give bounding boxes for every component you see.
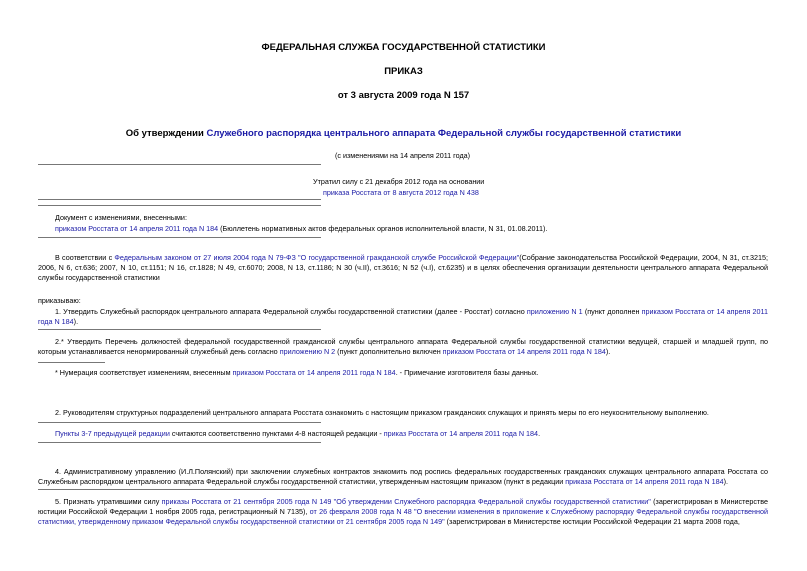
item-5-registration-2: (зарегистрирован в Министерстве юстиции Российской Федерации 21 марта 2008 года, — [444, 517, 740, 526]
item-1 — [38, 307, 768, 327]
preamble-text: (Собрание законодательства Российской Федерации, 2004, N 31, ст.3215; 2006, N 6, ст.636; 2007, N 10, ст.1151; N 16, ст.1828; N 49, ст.6070; 2008, N 13, ст.1186; N 30 (ч.II), ст.3616; N 52 (ч.I), ст.6235) и в целях обеспечения организации деятельности центрального аппарата Федеральной службы государственной статистики — [38, 253, 768, 282]
footnote-text: * Нумерация соответствует изменениям, внесенным — [55, 368, 233, 377]
item-4-end: ). — [723, 477, 728, 486]
item-4-text: 4. Административному управлению (И.Л.Полянский) при заключении служебных контрактов знакомить под роспись федеральных государственных гражданских служащих центрального аппарата Росстата со Служебным распорядком центрального аппарата Федеральной службы государственной статистики, утвержденным настоящим приказом (пункт в редакции — [38, 467, 768, 486]
order-word: приказываю: — [38, 296, 81, 305]
preamble-intro: В соответствии с — [55, 253, 115, 262]
prev-edition-link[interactable]: Пункты 3-7 предыдущей редакции — [55, 429, 170, 438]
divider — [38, 164, 321, 165]
item-5-registration: (зарегистрирован в Министерстве юстиции Российской Федерации 1 ноября 2005 года, регистрационный N 7135), — [38, 497, 768, 516]
changes-source — [55, 224, 547, 234]
repeal-order-link[interactable]: приказа Росстата от 8 августа 2012 года N 438 — [323, 188, 479, 197]
item-4-order-link[interactable]: приказа Росстата от 14 апреля 2011 года N 184 — [565, 477, 724, 486]
item-1-order-link[interactable]: приказом Росстата от 14 апреля 2011 года N 184 — [38, 307, 768, 326]
item-1-note: (пункт дополнен — [582, 307, 642, 316]
item-2-star-text: 2.* Утвердить Перечень должностей федеральной государственной гражданской службы центрального аппарата Федеральной службы государственной статистики ведущей, старшей и младшей групп, по которым устанавливается ненормированный служебный день согласно — [38, 337, 768, 356]
preamble-paragraph — [38, 253, 768, 283]
divider — [38, 422, 321, 423]
document-title — [0, 129, 807, 139]
federal-law-link[interactable]: Федеральным законом от 27 июля 2004 года N 79-ФЗ "О государственной гражданской службе Российской Федерации" — [114, 253, 520, 262]
title-prefix: Об утверждении — [125, 128, 207, 139]
item-5 — [38, 497, 768, 527]
divider — [38, 205, 321, 206]
item-1-text: 1. Утвердить Служебный распорядок центрального аппарата Федеральной службы государственной статистики (далее - Росстат) согласно — [55, 307, 527, 316]
agency-heading: ФЕДЕРАЛЬНАЯ СЛУЖБА ГОСУДАРСТВЕННОЙ СТАТИСТИКИ — [261, 42, 546, 53]
item-2-star-order-link[interactable]: приказом Росстата от 14 апреля 2011 года N 184 — [442, 347, 606, 356]
divider — [38, 329, 321, 330]
footnote-end: . - Примечание изготовителя базы данных. — [395, 368, 539, 377]
prev-edition-note — [55, 429, 540, 439]
item-2-star-note: (пункт дополнительно включен — [335, 347, 443, 356]
appendix-2-link[interactable]: приложению N 2 — [279, 347, 336, 356]
divider — [38, 199, 321, 200]
item-1-end: ). — [73, 317, 79, 326]
repealed-order-48-link[interactable]: от 26 февраля 2008 года N 48 "О внесении изменения в приложение к Служебному распорядку Федеральной службы государственной статистики, утвержденному приказом Федеральной службы государственной статистики от 21 сентября 2005 года N 149" — [38, 507, 768, 526]
title-regulation-link[interactable]: Служебного распорядка центрального аппарата Федеральной службы государственной статистики — [206, 128, 682, 139]
item-5-text: 5. Признать утратившими силу — [55, 497, 162, 506]
item-2-star-end: ). — [605, 347, 611, 356]
footnote — [55, 368, 539, 378]
item-2: 2. Руководителям структурных подразделений центрального аппарата Росстата ознакомить с настоящим приказом гражданских служащих и принять меры по его неукоснительному выполнению. — [55, 408, 709, 417]
prev-edition-order-link[interactable]: приказ Росстата от 14 апреля 2011 года N 184 — [383, 429, 539, 438]
prev-edition-end: . — [538, 429, 541, 438]
footnote-divider — [38, 362, 105, 363]
item-2-star — [38, 337, 768, 357]
changes-bulletin: (Бюллетень нормативных актов федеральных органов исполнительной власти, N 31, 01.08.2011). — [218, 224, 548, 233]
footnote-order-link[interactable]: приказом Росстата от 14 апреля 2011 года N 184 — [232, 368, 396, 377]
order-heading: ПРИКАЗ — [384, 66, 423, 77]
appendix-1-link[interactable]: приложению N 1 — [526, 307, 583, 316]
amendments-note: (с изменениями на 14 апреля 2011 года) — [335, 151, 471, 160]
divider — [38, 489, 321, 490]
order-date-number: от 3 августа 2009 года N 157 — [337, 90, 470, 101]
repeal-note: Утратил силу с 21 декабря 2012 года на основании — [313, 177, 485, 186]
changes-label: Документ с изменениями, внесенными: — [55, 213, 187, 222]
repealed-order-149-link[interactable]: приказы Росстата от 21 сентября 2005 года N 149 "Об утверждении Служебного распорядка Федеральной службы государственной статистики" — [161, 497, 651, 506]
item-4 — [38, 467, 768, 487]
changes-order-link[interactable]: приказом Росстата от 14 апреля 2011 года N 184 — [55, 224, 219, 233]
prev-edition-text: считаются соответственно пунктами 4-8 настоящей редакции - — [169, 429, 384, 438]
divider — [38, 237, 321, 238]
divider — [38, 442, 321, 443]
